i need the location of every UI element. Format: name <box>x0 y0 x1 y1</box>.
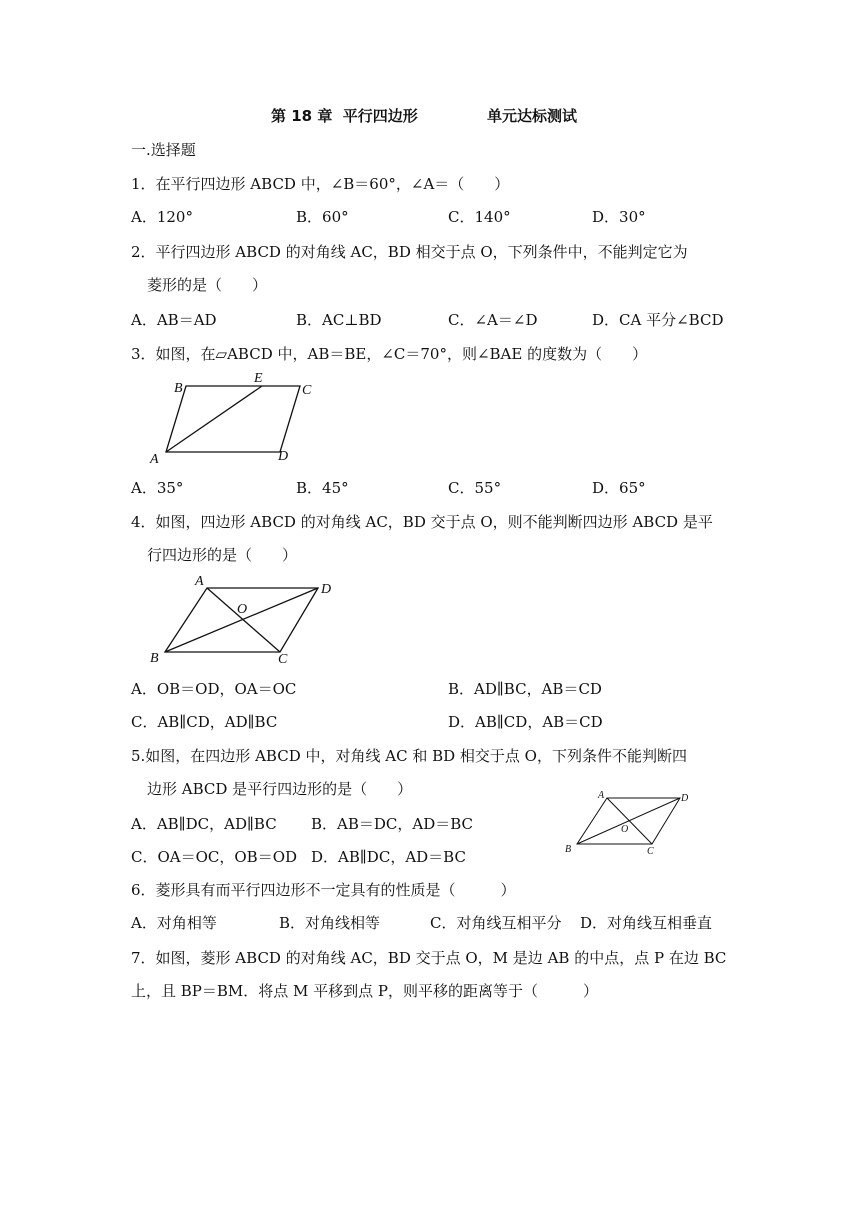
question-4-stem-cont: 行四边形的是（ ） <box>147 546 298 564</box>
question-4-stem: 4．如图，四边形 ABCD 的对角线 AC，BD 交于点 O，则不能判断四边形 ABCD 是平 <box>131 513 713 531</box>
q6-option-d: D．对角线互相垂直 <box>580 914 713 932</box>
page-subtitle: 单元达标测试 <box>487 107 578 125</box>
q4-label-a: A <box>195 574 204 589</box>
question-6-stem: 6．菱形具有而平行四边形不一定具有的性质是（ ） <box>131 881 516 899</box>
question-5-stem-cont: 边形 ABCD 是平行四边形的是（ ） <box>147 780 413 798</box>
question-1-stem: 1．在平行四边形 ABCD 中，∠B＝60°，∠A＝（ ） <box>131 175 510 193</box>
q5-figure <box>560 786 700 856</box>
q1-option-c: C．140° <box>448 208 511 226</box>
section-heading: 一.选择题 <box>131 141 196 159</box>
q4-option-b: B．AD∥BC，AB＝CD <box>448 680 602 698</box>
q1-option-d: D．30° <box>592 208 646 226</box>
q3-label-e: E <box>254 371 263 386</box>
q4-label-d: D <box>321 582 332 597</box>
q6-option-b: B．对角线相等 <box>279 914 381 932</box>
q5-label-a: A <box>598 790 605 801</box>
q3-option-b: B．45° <box>296 479 349 497</box>
question-7-stem-cont: 上，且 BP＝BM．将点 M 平移到点 P，则平移的距离等于（ ） <box>131 982 599 1000</box>
q1-option-b: B．60° <box>296 208 349 226</box>
q3-label-a: A <box>150 452 159 467</box>
q5-label-d: D <box>681 793 689 804</box>
q2-option-c: C．∠A＝∠D <box>448 311 538 329</box>
question-2-stem: 2．平行四边形 ABCD 的对角线 AC，BD 相交于点 O，下列条件中，不能判定它为 <box>131 243 688 261</box>
q5-option-b: B．AB＝DC，AD＝BC <box>311 815 474 833</box>
q5-option-d: D．AB∥DC，AD＝BC <box>311 848 466 866</box>
q1-option-a: A．120° <box>131 208 193 226</box>
q3-parallelogram <box>166 386 300 452</box>
q2-option-b: B．AC⊥BD <box>296 311 382 329</box>
q3-label-c: C <box>302 383 312 398</box>
question-3-stem: 3．如图，在▱ABCD 中，AB＝BE，∠C＝70°，则∠BAE 的度数为（ ） <box>131 345 648 363</box>
q5-label-c: C <box>647 846 654 856</box>
q3-option-a: A．35° <box>131 479 184 497</box>
q4-option-d: D．AB∥CD，AB＝CD <box>448 713 603 731</box>
q3-figure <box>140 368 330 468</box>
q3-label-b: B <box>174 381 183 396</box>
q4-option-a: A．OB＝OD，OA＝OC <box>131 680 297 698</box>
q6-option-c: C．对角线互相平分 <box>430 914 562 932</box>
question-5-stem: 5.如图，在四边形 ABCD 中，对角线 AC 和 BD 相交于点 O，下列条件不能判断四 <box>131 747 687 765</box>
q4-label-b: B <box>150 651 159 666</box>
q4-label-o: O <box>237 602 248 617</box>
q5-label-o: O <box>621 824 629 835</box>
q3-option-d: D．65° <box>592 479 646 497</box>
question-7-stem: 7．如图，菱形 ABCD 的对角线 AC，BD 交于点 O，M 是边 AB 的中点，点 P 在边 BC <box>131 949 727 967</box>
q4-diagonal-bd <box>165 588 318 652</box>
page-title: 第 18 章 平行四边形 <box>271 107 418 125</box>
question-2-stem-cont: 菱形的是（ ） <box>147 276 268 294</box>
q3-option-c: C．55° <box>448 479 502 497</box>
q4-figure <box>140 570 350 670</box>
q4-option-c: C．AB∥CD，AD∥BC <box>131 713 278 731</box>
q6-option-a: A．对角相等 <box>131 914 217 932</box>
q2-option-d: D．CA 平分∠BCD <box>592 311 724 329</box>
q2-option-a: A．AB＝AD <box>131 311 217 329</box>
q5-option-a: A．AB∥DC，AD∥BC <box>131 815 277 833</box>
q4-diagonal-ac <box>207 588 280 652</box>
q5-label-b: B <box>565 844 572 855</box>
q3-label-d: D <box>278 449 289 464</box>
q5-option-c: C．OA＝OC，OB＝OD <box>131 848 298 866</box>
q4-label-c: C <box>278 652 288 667</box>
